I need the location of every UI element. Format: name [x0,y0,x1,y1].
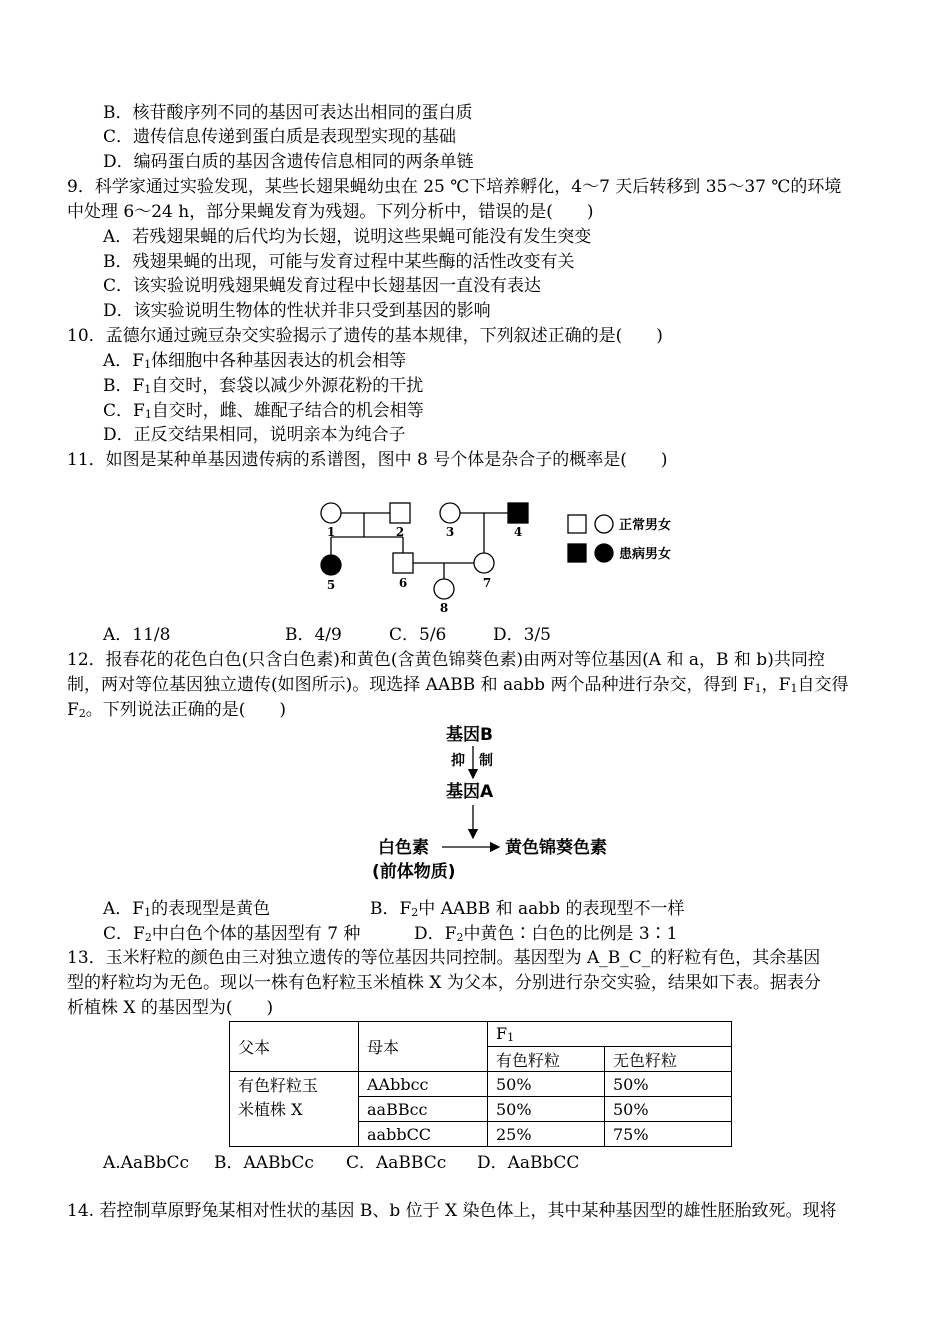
q9-option-c: C．该实验说明残翅果蝇发育过程中长翅基因一直没有表达 [103,276,542,296]
q10-stem: 10．孟德尔通过豌豆杂交实验揭示了遗传的基本规律，下列叙述正确的是( ) [67,326,663,346]
pedigree-label-1: 1 [326,525,336,539]
mother-cell: AAbbcc [359,1072,488,1097]
inhibit-label-1: 抑 [451,753,465,769]
pedigree-label-5: 5 [326,578,336,592]
legend-normal-male-icon [568,515,586,533]
table-row [230,1072,732,1097]
precursor-label: (前体物质) [372,862,456,882]
legend-affected-female-icon [595,544,613,562]
pedigree-individual-8 [434,579,454,599]
q8-option-b: B．核苷酸序列不同的基因可表达出相同的蛋白质 [103,103,473,123]
pedigree-label-8: 8 [439,601,449,615]
q12-option-b: B．$F_2$中 AABB 和 aabb 的表现型不一样 [370,899,685,919]
pedigree-individual-3 [440,503,460,523]
pedigree-individual-6 [393,553,413,573]
mother-cell: aaBBcc [359,1097,488,1122]
header-mother: 母本 [359,1022,488,1072]
q10-option-b: B．$F_1$自交时，套袋以减少外源花粉的干扰 [103,376,424,396]
q12-stem-line3: $F_2$。下列说法正确的是( ) [67,700,287,720]
colorless-cell: 50% [605,1097,732,1122]
q13-option-c: C．AaBBCc [346,1153,447,1173]
legend-normal-female-icon [595,515,613,533]
pedigree-individual-2 [390,503,410,523]
q13-option-d: D．AaBbCC [477,1153,580,1173]
q10-option-d: D．正反交结果相同，说明亲本为纯合子 [103,425,406,445]
header-father: 父本 [230,1022,359,1072]
colored-cell: 50% [488,1097,605,1122]
q12-stem-line2: 制，两对等位基因独立遗传(如图所示)。现选择 AABB 和 aabb 两个品种进行杂交，得到 $F_1$，$F_1$自交得 [67,675,849,695]
pedigree-chart [300,495,700,620]
header-f1: $F_1$ [488,1022,732,1047]
q11-stem: 11．如图是某种单基因遗传病的系谱图，图中 8 号个体是杂合子的概率是( ) [67,450,668,470]
q13-stem-line1: 13．玉米籽粒的颜色由三对独立遗传的等位基因共同控制。基因型为 A_B_C_的籽粒有色，其余基因 [67,948,821,968]
cross-results-table [229,1021,732,1147]
q13-option-a: A.AaBbCc [103,1153,189,1173]
gene-b-label: 基因B [446,725,493,745]
pedigree-individual-5 [321,555,341,575]
pedigree-individual-4 [508,503,528,523]
q13-option-b: B．AABbCc [214,1153,314,1173]
q11-option-b: B．4/9 [285,625,342,645]
pedigree-individual-1 [321,503,341,523]
q9-option-a: A．若残翅果蝇的后代均为长翅，说明这些果蝇可能没有发生突变 [103,227,592,247]
father-cell: 有色籽粒玉 米植株 X [230,1072,359,1147]
q11-option-a: A．11/8 [103,625,171,645]
q13-stem-line3: 析植株 X 的基因型为( ) [67,998,274,1018]
legend-affected-male-icon [568,544,586,562]
gene-a-label: 基因A [446,782,494,802]
colorless-cell: 75% [605,1122,732,1147]
q9-stem-line1: 9．科学家通过实验发现，某些长翅果蝇幼虫在 25 ℃下培养孵化，4～7 天后转移到 35～37 ℃的环境 [67,177,842,197]
mother-cell: aabbCC [359,1122,488,1147]
q9-option-d: D．该实验说明生物体的性状并非只受到基因的影响 [103,301,491,321]
pedigree-label-4: 4 [513,525,523,539]
q12-option-d: D．$F_2$中黄色∶白色的比例是 3∶1 [414,924,678,944]
colored-cell: 50% [488,1072,605,1097]
q11-option-c: C．5/6 [389,625,447,645]
legend-normal-label: 正常男女 [619,518,672,533]
q12-option-c: C．$F_2$中白色个体的基因型有 7 种 [103,924,361,944]
gene-pathway-diagram [360,718,640,888]
white-pigment-label: 白色素 [378,838,429,858]
q9-option-b: B．残翅果蝇的出现，可能与发育过程中某些酶的活性改变有关 [103,252,575,272]
pedigree-label-3: 3 [445,525,455,539]
q11-option-d: D．3/5 [493,625,551,645]
pedigree-label-2: 2 [395,525,405,539]
header-colorless: 无色籽粒 [605,1047,732,1072]
pedigree-individual-7 [474,553,494,573]
header-colored: 有色籽粒 [488,1047,605,1072]
colored-cell: 25% [488,1122,605,1147]
q10-option-a: A．$F_1$体细胞中各种基因表达的机会相等 [103,351,407,371]
legend-affected-label: 患病男女 [619,547,672,562]
q8-option-d: D．编码蛋白质的基因含遗传信息相同的两条单链 [103,152,474,172]
q12-stem-line1: 12．报春花的花色白色(只含白色素)和黄色(含黄色锦葵色素)由两对等位基因(A 和 a，B 和 b)共同控 [67,650,825,670]
q12-option-a: A．$F_1$的表现型是黄色 [103,899,271,919]
pedigree-label-6: 6 [398,576,408,590]
yellow-pigment-label: 黄色锦葵色素 [505,838,607,858]
q10-option-c: C．$F_1$自交时，雌、雄配子结合的机会相等 [103,401,424,421]
q8-option-c: C．遗传信息传递到蛋白质是表现型实现的基础 [103,127,457,147]
pedigree-label-7: 7 [482,576,492,590]
q14-stem: 14. 若控制草原野兔某相对性状的基因 B、b 位于 X 染色体上，其中某种基因型的雄性胚胎致死。现将 [67,1201,837,1221]
colorless-cell: 50% [605,1072,732,1097]
inhibit-label-2: 制 [479,753,493,769]
q9-stem-line2: 中处理 6～24 h，部分果蝇发育为残翅。下列分析中，错误的是( ) [67,202,594,222]
q13-stem-line2: 型的籽粒均为无色。现以一株有色籽粒玉米植株 X 为父本，分别进行杂交实验，结果如下表。据表分 [67,973,821,993]
